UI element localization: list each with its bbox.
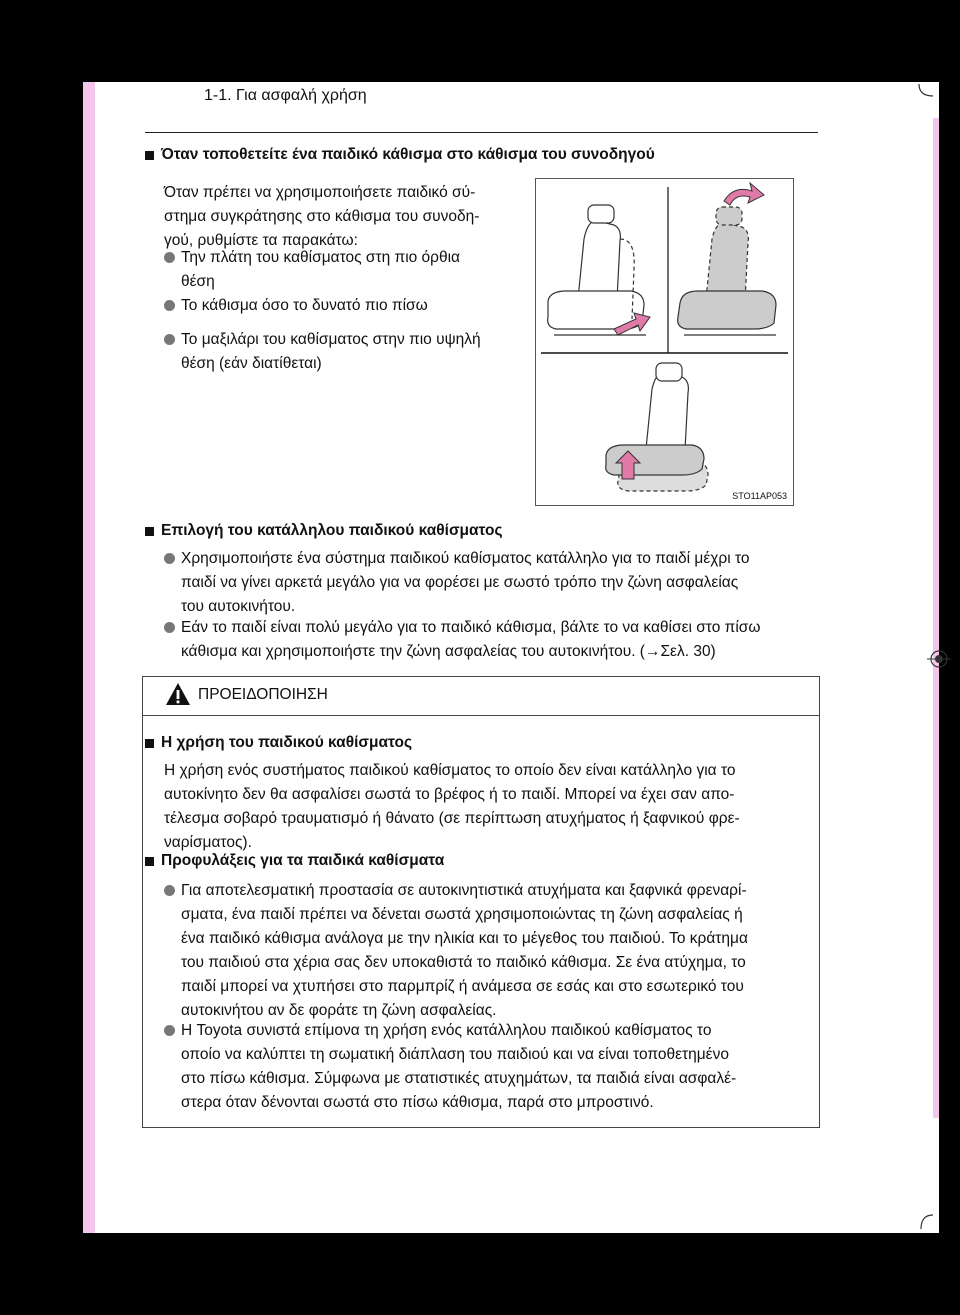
text-line: γού, ρυθμίστε τα παρακάτω: [164,232,358,249]
figure-code: STO11AP053 [732,491,787,501]
text-line: οποίο να καλύπτει τη σωματική διάπλαση του παιδιού και να είναι τοποθετημένο [181,1046,729,1063]
heading-text: Όταν τοποθετείτε ένα παιδικό κάθισμα στο κάθισμα του συνοδηγού [161,146,655,163]
text-line: τέλεσμα σοβαρό τραυματισμό ή θάνατο (σε περίπτωση ατυχήματος ή ξαφνικού φρε- [164,810,740,827]
bullet-icon [164,553,175,564]
warning-box [142,676,820,1128]
text-line: αυτοκίνητο δεν θα ασφαλίσει σωστά το βρέφος ή το παιδί. Μπορεί να έχει σαν απο- [164,786,735,803]
text-line: του παιδιού στα χέρια σας δεν υποκαθιστά το παιδικό κάθισμα. Σε ένα ατύχημα, το [181,954,746,971]
text-line: παιδί να γίνει αρκετά μεγάλο για να φορέσει με σωστό τρόπο την ζώνη ασφαλείας [181,574,739,591]
list-item [181,246,519,294]
section-heading-choosing-seat [145,522,503,540]
text-line: θέση [181,273,215,290]
list-item [181,547,819,619]
text-line: του αυτοκινήτου. [181,598,296,615]
crop-mark-icon [917,1211,937,1231]
square-bullet-icon [145,151,154,160]
section-heading-passenger-seat [145,146,655,164]
text-line: Το μαξιλάρι του καθίσματος στην πιο υψηλή [181,331,481,348]
text-line: Την πλάτη του καθίσματος στη πιο όρθια [181,249,461,266]
seat-adjustment-figure [535,178,794,506]
text-line: κάθισμα και χρησιμοποιήστε την ζώνη ασφαλείας του αυτοκινήτου. (→Σελ. 30) [181,643,716,660]
text-line: ναρίσματος). [164,834,252,851]
intro-paragraph [164,181,519,253]
text-line: Η Toyota συνιστά επίμονα τη χρήση ενός κατάλληλου παιδικού καθίσματος το [181,1022,712,1039]
text-line: αυτοκινήτου αν δε φοράτε τη ζώνη ασφαλείας. [181,1002,497,1019]
text-line: σματα, ένα παιδί πρέπει να δένεται σωστά χρησιμοποιώντας τη ζώνη ασφαλείας ή [181,906,743,923]
page-margin-bar [83,82,95,1233]
list-item [181,616,819,664]
text-line: Για αποτελεσματική προστασία σε αυτοκινητιστικά ατυχήματα και ξαφνικά φρεναρί- [181,882,747,899]
seat-illustration [536,179,793,505]
square-bullet-icon [145,527,154,536]
text-line: στημα συγκράτησης στο κάθισμα του συνοδη- [164,208,480,225]
list-item [181,294,519,318]
text-line: ένα παιδικό κάθισμα ανάλογα με την ηλικία και το μέγεθος του παιδιού. Το κράτημα [181,930,748,947]
list-item [181,328,519,376]
heading-text: Επιλογή του κατάλληλου παιδικού καθίσματος [161,522,503,539]
warning-title: ΠΡΟΕΙΔΟΠΟΙΗΣΗ [198,686,328,703]
bullet-icon [164,252,175,263]
header-divider [145,132,818,133]
page-edge-bar [933,118,939,1118]
warning-header [143,677,819,716]
text-line: Όταν πρέπει να χρησιμοποιήσετε παιδικό σύ- [164,184,476,201]
heading-text: Προφυλάξεις για τα παιδικά καθίσματα [161,852,445,869]
text-line: Εάν το παιδί είναι πολύ μεγάλο για το παιδικό κάθισμα, βάλτε το να καθίσει στο πίσω [181,619,761,636]
bullet-icon [164,622,175,633]
bullet-icon [164,334,175,345]
section-header: 1-1. Για ασφαλή χρήση [204,87,367,104]
text-line: Χρησιμοποιήστε ένα σύστημα παιδικού καθίσματος κατάλληλο για το παιδί μέχρι το [181,550,750,567]
warning-triangle-icon [165,681,191,707]
heading-text: Η χρήση του παιδικού καθίσματος [161,734,413,751]
text-line: στο πίσω κάθισμα. Σύμφωνα με στατιστικές ατυχημάτων, τα παιδιά είναι ασφαλέ- [181,1070,737,1087]
text-line: παιδί μπορεί να χτυπήσει στο παρμπρίζ ή ανάμεσα σε εσάς και στο εσωτερικό του [181,978,744,995]
crop-mark-icon [917,82,937,102]
registration-mark-icon [927,647,951,671]
manual-page [83,82,939,1233]
text-line: στερα όταν δένονται σωστά στο πίσω κάθισμα, παρά στο μπροστινό. [181,1094,654,1111]
text-line: Το κάθισμα όσο το δυνατό πιο πίσω [181,297,428,314]
text-line: Η χρήση ενός συστήματος παιδικού καθίσματος το οποίο δεν είναι κατάλληλο για το [164,762,736,779]
bullet-icon [164,300,175,311]
text-line: θέση (εάν διατίθεται) [181,355,322,372]
